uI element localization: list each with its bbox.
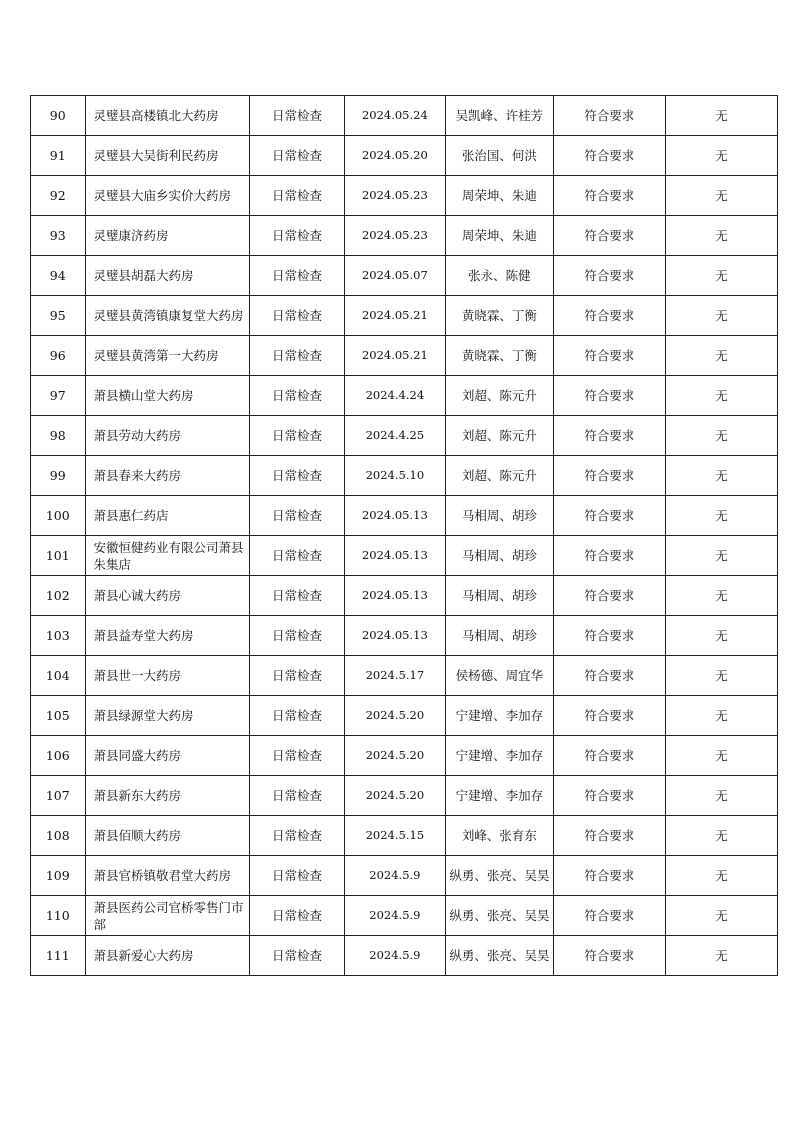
inspectors-cell: 刘超、陈元升 [445, 376, 553, 416]
row-number-cell: 92 [31, 176, 86, 216]
result-cell: 符合要求 [553, 656, 665, 696]
inspection-date-cell: 2024.05.24 [344, 96, 445, 136]
issues-cell: 无 [665, 856, 777, 896]
issues-cell: 无 [665, 616, 777, 656]
row-number-cell: 108 [31, 816, 86, 856]
inspectors-cell: 侯杨德、周宜华 [445, 656, 553, 696]
row-number-cell: 100 [31, 496, 86, 536]
inspection-date-cell: 2024.5.9 [344, 896, 445, 936]
result-cell: 符合要求 [553, 536, 665, 576]
table-row [31, 176, 778, 216]
inspectors-cell: 马相周、胡珍 [445, 616, 553, 656]
table-row [31, 576, 778, 616]
inspection-date-cell: 2024.05.21 [344, 336, 445, 376]
row-number-cell: 104 [31, 656, 86, 696]
pharmacy-name-cell: 萧县春来大药房 [85, 456, 250, 496]
pharmacy-name-cell: 萧县佰顺大药房 [85, 816, 250, 856]
result-cell: 符合要求 [553, 936, 665, 976]
inspectors-cell: 马相周、胡珍 [445, 536, 553, 576]
inspectors-cell: 张治国、何洪 [445, 136, 553, 176]
table-row [31, 136, 778, 176]
inspection-type-cell: 日常检查 [250, 256, 345, 296]
row-number-cell: 107 [31, 776, 86, 816]
result-cell: 符合要求 [553, 96, 665, 136]
issues-cell: 无 [665, 216, 777, 256]
inspection-date-cell: 2024.5.9 [344, 936, 445, 976]
inspectors-cell: 刘峰、张育东 [445, 816, 553, 856]
row-number-cell: 102 [31, 576, 86, 616]
result-cell: 符合要求 [553, 616, 665, 656]
table-row [31, 736, 778, 776]
row-number-cell: 90 [31, 96, 86, 136]
issues-cell: 无 [665, 496, 777, 536]
inspection-type-cell: 日常检查 [250, 536, 345, 576]
inspection-date-cell: 2024.4.24 [344, 376, 445, 416]
issues-cell: 无 [665, 936, 777, 976]
inspection-type-cell: 日常检查 [250, 376, 345, 416]
result-cell: 符合要求 [553, 296, 665, 336]
inspectors-cell: 吴凯峰、许桂芳 [445, 96, 553, 136]
row-number-cell: 91 [31, 136, 86, 176]
inspectors-cell: 马相周、胡珍 [445, 496, 553, 536]
inspectors-cell: 宁建增、李加存 [445, 696, 553, 736]
pharmacy-name-cell: 灵璧康济药房 [85, 216, 250, 256]
row-number-cell: 111 [31, 936, 86, 976]
inspection-type-cell: 日常检查 [250, 656, 345, 696]
result-cell: 符合要求 [553, 816, 665, 856]
inspection-date-cell: 2024.5.9 [344, 856, 445, 896]
inspection-date-cell: 2024.5.15 [344, 816, 445, 856]
row-number-cell: 109 [31, 856, 86, 896]
inspection-date-cell: 2024.5.17 [344, 656, 445, 696]
table-row [31, 856, 778, 896]
inspection-date-cell: 2024.05.13 [344, 616, 445, 656]
pharmacy-name-cell: 萧县劳动大药房 [85, 416, 250, 456]
pharmacy-name-cell: 萧县官桥镇敬君堂大药房 [85, 856, 250, 896]
row-number-cell: 93 [31, 216, 86, 256]
result-cell: 符合要求 [553, 376, 665, 416]
pharmacy-name-cell: 灵璧县黄湾镇康复堂大药房 [85, 296, 250, 336]
inspection-type-cell: 日常检查 [250, 856, 345, 896]
row-number-cell: 99 [31, 456, 86, 496]
result-cell: 符合要求 [553, 576, 665, 616]
inspectors-cell: 黄晓霖、丁衡 [445, 296, 553, 336]
inspection-date-cell: 2024.05.23 [344, 176, 445, 216]
inspection-type-cell: 日常检查 [250, 616, 345, 656]
result-cell: 符合要求 [553, 736, 665, 776]
pharmacy-name-cell: 灵璧县大庙乡实价大药房 [85, 176, 250, 216]
inspectors-cell: 黄晓霖、丁衡 [445, 336, 553, 376]
pharmacy-name-cell: 萧县新东大药房 [85, 776, 250, 816]
inspection-type-cell: 日常检查 [250, 216, 345, 256]
inspection-type-cell: 日常检查 [250, 696, 345, 736]
issues-cell: 无 [665, 776, 777, 816]
issues-cell: 无 [665, 136, 777, 176]
row-number-cell: 106 [31, 736, 86, 776]
issues-cell: 无 [665, 96, 777, 136]
result-cell: 符合要求 [553, 416, 665, 456]
pharmacy-name-cell: 萧县医药公司官桥零售门市部 [85, 896, 250, 936]
table-row [31, 216, 778, 256]
inspection-type-cell: 日常检查 [250, 456, 345, 496]
pharmacy-name-cell: 萧县心诚大药房 [85, 576, 250, 616]
pharmacy-name-cell: 灵璧县胡磊大药房 [85, 256, 250, 296]
inspection-type-cell: 日常检查 [250, 776, 345, 816]
result-cell: 符合要求 [553, 696, 665, 736]
issues-cell: 无 [665, 736, 777, 776]
result-cell: 符合要求 [553, 136, 665, 176]
pharmacy-name-cell: 灵璧县大吴街利民药房 [85, 136, 250, 176]
issues-cell: 无 [665, 176, 777, 216]
issues-cell: 无 [665, 256, 777, 296]
pharmacy-name-cell: 萧县惠仁药店 [85, 496, 250, 536]
inspection-date-cell: 2024.4.25 [344, 416, 445, 456]
row-number-cell: 98 [31, 416, 86, 456]
issues-cell: 无 [665, 456, 777, 496]
inspection-date-cell: 2024.05.13 [344, 536, 445, 576]
table-row [31, 896, 778, 936]
row-number-cell: 94 [31, 256, 86, 296]
issues-cell: 无 [665, 536, 777, 576]
pharmacy-name-cell: 萧县同盛大药房 [85, 736, 250, 776]
issues-cell: 无 [665, 696, 777, 736]
inspection-type-cell: 日常检查 [250, 296, 345, 336]
inspection-date-cell: 2024.05.20 [344, 136, 445, 176]
issues-cell: 无 [665, 376, 777, 416]
table-row [31, 416, 778, 456]
row-number-cell: 103 [31, 616, 86, 656]
row-number-cell: 96 [31, 336, 86, 376]
result-cell: 符合要求 [553, 856, 665, 896]
inspectors-cell: 周荣坤、朱迪 [445, 216, 553, 256]
table-row [31, 256, 778, 296]
row-number-cell: 105 [31, 696, 86, 736]
inspection-type-cell: 日常检查 [250, 176, 345, 216]
table-row [31, 696, 778, 736]
table-row [31, 616, 778, 656]
inspection-date-cell: 2024.05.21 [344, 296, 445, 336]
inspection-type-cell: 日常检查 [250, 96, 345, 136]
inspectors-cell: 宁建增、李加存 [445, 736, 553, 776]
inspectors-cell: 马相周、胡珍 [445, 576, 553, 616]
result-cell: 符合要求 [553, 496, 665, 536]
inspection-date-cell: 2024.5.20 [344, 736, 445, 776]
table-row [31, 96, 778, 136]
inspection-type-cell: 日常检查 [250, 496, 345, 536]
result-cell: 符合要求 [553, 456, 665, 496]
result-cell: 符合要求 [553, 176, 665, 216]
inspection-table-body [31, 96, 778, 976]
table-row [31, 536, 778, 576]
table-row [31, 816, 778, 856]
inspection-date-cell: 2024.5.20 [344, 696, 445, 736]
table-row [31, 776, 778, 816]
inspection-type-cell: 日常检查 [250, 816, 345, 856]
inspection-table [30, 95, 778, 976]
inspectors-cell: 宁建增、李加存 [445, 776, 553, 816]
pharmacy-name-cell: 萧县世一大药房 [85, 656, 250, 696]
inspection-date-cell: 2024.05.13 [344, 496, 445, 536]
issues-cell: 无 [665, 576, 777, 616]
inspection-type-cell: 日常检查 [250, 896, 345, 936]
table-row [31, 496, 778, 536]
inspectors-cell: 周荣坤、朱迪 [445, 176, 553, 216]
table-row [31, 936, 778, 976]
pharmacy-name-cell: 萧县新爱心大药房 [85, 936, 250, 976]
issues-cell: 无 [665, 656, 777, 696]
inspection-type-cell: 日常检查 [250, 136, 345, 176]
inspectors-cell: 纵勇、张亮、吴昊 [445, 896, 553, 936]
result-cell: 符合要求 [553, 216, 665, 256]
row-number-cell: 95 [31, 296, 86, 336]
row-number-cell: 97 [31, 376, 86, 416]
result-cell: 符合要求 [553, 336, 665, 376]
inspection-type-cell: 日常检查 [250, 936, 345, 976]
result-cell: 符合要求 [553, 776, 665, 816]
table-row [31, 336, 778, 376]
inspection-date-cell: 2024.05.13 [344, 576, 445, 616]
issues-cell: 无 [665, 816, 777, 856]
issues-cell: 无 [665, 296, 777, 336]
issues-cell: 无 [665, 896, 777, 936]
row-number-cell: 110 [31, 896, 86, 936]
result-cell: 符合要求 [553, 896, 665, 936]
inspectors-cell: 刘超、陈元升 [445, 416, 553, 456]
inspectors-cell: 张永、陈健 [445, 256, 553, 296]
issues-cell: 无 [665, 416, 777, 456]
inspection-type-cell: 日常检查 [250, 416, 345, 456]
pharmacy-name-cell: 灵璧县黄湾第一大药房 [85, 336, 250, 376]
inspection-type-cell: 日常检查 [250, 336, 345, 376]
inspectors-cell: 刘超、陈元升 [445, 456, 553, 496]
inspection-type-cell: 日常检查 [250, 736, 345, 776]
pharmacy-name-cell: 萧县绿源堂大药房 [85, 696, 250, 736]
pharmacy-name-cell: 萧县横山堂大药房 [85, 376, 250, 416]
table-row [31, 456, 778, 496]
inspection-date-cell: 2024.05.07 [344, 256, 445, 296]
pharmacy-name-cell: 安徽恒健药业有限公司萧县朱集店 [85, 536, 250, 576]
inspection-date-cell: 2024.05.23 [344, 216, 445, 256]
issues-cell: 无 [665, 336, 777, 376]
inspection-type-cell: 日常检查 [250, 576, 345, 616]
result-cell: 符合要求 [553, 256, 665, 296]
table-row [31, 656, 778, 696]
inspectors-cell: 纵勇、张亮、吴昊 [445, 856, 553, 896]
table-row [31, 296, 778, 336]
row-number-cell: 101 [31, 536, 86, 576]
inspection-date-cell: 2024.5.20 [344, 776, 445, 816]
inspection-date-cell: 2024.5.10 [344, 456, 445, 496]
pharmacy-name-cell: 萧县益寿堂大药房 [85, 616, 250, 656]
inspectors-cell: 纵勇、张亮、吴昊 [445, 936, 553, 976]
table-row [31, 376, 778, 416]
pharmacy-name-cell: 灵璧县高楼镇北大药房 [85, 96, 250, 136]
